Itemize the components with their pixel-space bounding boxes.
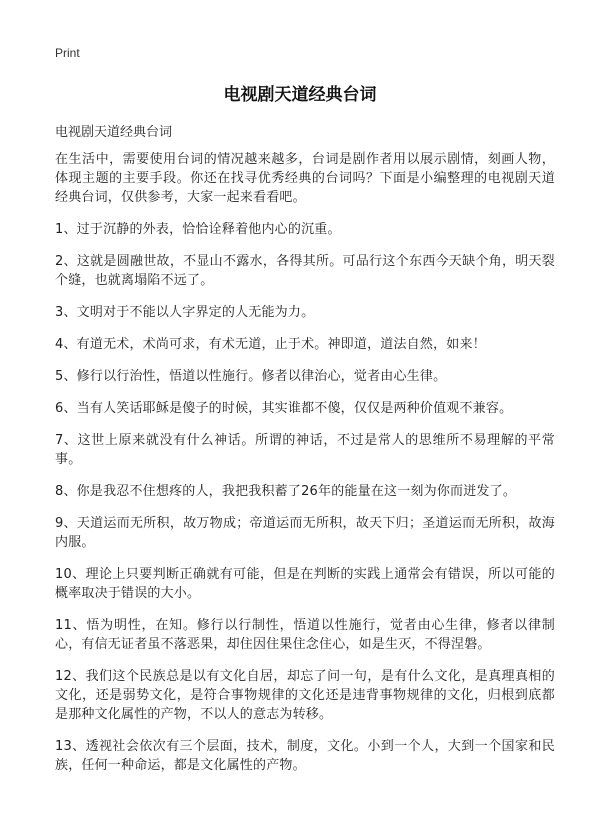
list-item: 6、当有人笑话耶稣是傻子的时候，其实谁都不傻，仅仅是两种价值观不兼容。 [55,401,513,416]
list-item: 13、透视社会依次有三个层面，技术，制度，文化。小到一个人，大到一个国家和民族，任何一种命运，都是文化属性的产物。 [55,739,555,773]
list-item: 3、文明对于不能以人字界定的人无能为力。 [55,305,315,320]
print-link[interactable]: Print [55,46,80,60]
list-item: 10、理论上只要判断正确就有可能，但是在判断的实践上通常会有错误，所以可能的概率取决于错误的大小。 [55,567,555,601]
list-item: 11、悟为明性，在知。修行以行制性，悟道以性施行，觉者由心生律，修者以律制心，有信无证者虽不落恶果，却住因住果住念住心，如是生灭，不得涅磐。 [55,618,555,652]
intro-paragraph: 在生活中，需要使用台词的情况越来越多，台词是剧作者用以展示剧情，刻画人物，体现主题的主要手段。你还在找寻优秀经典的台词吗？下面是小编整理的电视剧天道经典台词，仅供参考，大家一起来看看吧。 [55,152,555,205]
list-item: 12、我们这个民族总是以有文化自居，却忘了问一句，是有什么文化，是真理真相的文化，还是弱势文化，是符合事物规律的文化还是违背事物规律的文化，归根到底都是那种文化属性的产物，不以人的意志为转移。 [55,669,555,722]
list-item: 5、修行以行治性，悟道以性施行。修者以律治心，觉者由心生律。 [55,369,447,384]
page-title: 电视剧天道经典台词 [223,85,377,105]
list-item: 1、过于沉静的外表，恰恰诠释着他内心的沉重。 [55,222,341,237]
list-item: 4、有道无术，术尚可求，有术无道，止于术。神即道，道法自然，如来！ [55,337,486,352]
list-item: 9、天道运而无所积，故万物成；帝道运而无所积，故天下归；圣道运而无所积，故海内服。 [55,516,555,550]
article-body [55,150,555,788]
article-subtitle: 电视剧天道经典台词 [55,125,173,140]
list-item: 8、你是我忍不住想疼的人，我把我积蓄了26年的能量在这一刻为你而迸发了。 [55,484,517,499]
list-item: 2、这就是圆融世故，不显山不露水，各得其所。可品行这个东西今天缺个角，明天裂个缝，也就离塌陷不远了。 [55,254,555,288]
list-item: 7、这世上原来就没有什么神话。所谓的神话，不过是常人的思维所不易理解的平常事。 [55,433,555,467]
